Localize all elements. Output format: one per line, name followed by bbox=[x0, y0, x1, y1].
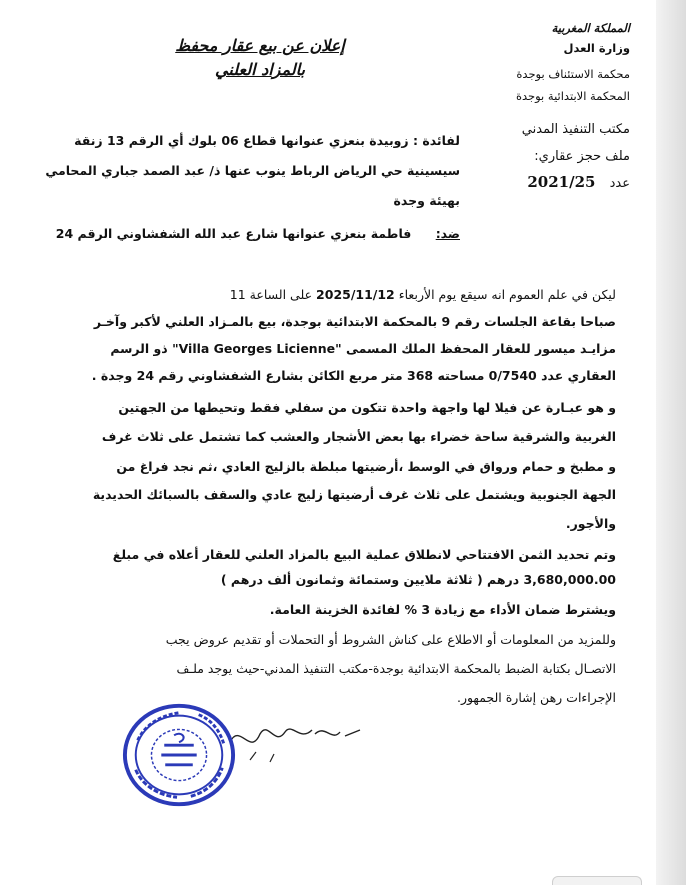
beneficiary-line-2: سيسينية حي الرياض الرباط ينوب عنها ذ/ عبد الصمد جباري المحامي bbox=[45, 163, 460, 178]
body-line-8: الجهة الجنوبية ويشتمل على ثلاث غرف أرضيتها زليج عادي والسقف بالسبائك الحديدية bbox=[92, 487, 616, 502]
beneficiary-line-3: بهيئة وجدة bbox=[393, 193, 460, 208]
header-kingdom: المملكة المغربية bbox=[551, 21, 630, 35]
body-line-14: الاتصـال بكتابة الضبط بالمحكمة الابتدائية بوجدة-مكتب التنفيذ المدني-حيث يوجد ملـف bbox=[176, 661, 616, 676]
against-label: ضد: bbox=[435, 226, 460, 241]
header-first-instance-court: المحكمة الابتدائية بوجدة bbox=[515, 89, 630, 103]
body-line-15: الإجراءات رهن إشارة الجمهور. bbox=[456, 690, 616, 705]
header-number-label: عدد bbox=[609, 176, 630, 191]
body-line-1b: على الساعة 11 bbox=[229, 287, 313, 302]
body-line-6: الغربية والشرقية ساحة خضراء بها بعض الأشجار والعشب كما تشتمل على ثلاث غرف bbox=[101, 429, 616, 444]
header-file-label: ملف حجز عقاري: bbox=[534, 149, 630, 164]
body-line-5: و هو عبـارة عن فيلا لها واجهة واحدة تتكون من سفلي فقط وتحيطها من الجهتين bbox=[118, 400, 616, 415]
official-stamp bbox=[120, 700, 238, 810]
body-line-3 bbox=[110, 337, 616, 361]
signature bbox=[220, 712, 370, 772]
body-line-3a: مزايـد ميسور للعقار المحفظ الملك المسمى bbox=[345, 341, 616, 356]
body-line-2: صباحا بقاعة الجلسات رقم 9 بالمحكمة الابتدائية بوجدة، بيع بالمـزاد العلني لأكبر وآخـر bbox=[93, 314, 616, 329]
body-line-13: وللمزيد من المعلومات أو الاطلاع على كناش الشروط أو التحملات أو تقديم عروض يجب bbox=[165, 632, 616, 647]
title-line-2: بالمزاد العلني bbox=[215, 60, 305, 79]
header-office: مكتب التنفيذ المدني bbox=[521, 122, 630, 137]
body-line-11 bbox=[221, 568, 616, 592]
against-row bbox=[56, 222, 460, 246]
header-case-number: 2021/25 bbox=[527, 173, 596, 191]
against-text: فاطمة بنعزي عنوانها شارع عبد الله الشفشاوني الرقم 24 bbox=[55, 226, 412, 241]
body-line-1a: ليكن في علم العموم انه سيقع يوم الأربعاء bbox=[398, 287, 616, 302]
header-appeal-court: محكمة الاستئناف بوجدة bbox=[516, 67, 630, 81]
beneficiary-line-1: لفائدة : زوبيدة بنعزي عنوانها قطاع 06 بلوك أي الرقم 13 زنقة bbox=[74, 133, 460, 148]
body-line-11b: درهم ( ثلاثة ملايين وستمائة وثمانون ألف درهم ) bbox=[220, 572, 520, 587]
header-case-number-row bbox=[527, 174, 630, 192]
property-name: "Villa Georges Licienne" bbox=[172, 341, 342, 356]
body-line-1 bbox=[230, 283, 616, 307]
opening-price: 3,680,000.00 bbox=[523, 572, 616, 587]
auction-date: 2025/11/12 bbox=[316, 287, 395, 302]
body-line-3b: ذو الرسم bbox=[110, 341, 168, 356]
page-edge-shade bbox=[656, 0, 686, 885]
body-line-10: وتم تحديد الثمن الافتتاحي لانطلاق عملية البيع بالمزاد العلني للعقار أعلاه في مبلغ bbox=[112, 547, 616, 562]
page-title bbox=[160, 34, 360, 82]
header-ministry: وزارة العدل bbox=[563, 41, 630, 55]
bottom-toolbar-button[interactable] bbox=[552, 876, 642, 885]
body-line-4: العقاري عدد 0/7540 مساحته 368 متر مربع الكائن بشارع الشفشاوني رقم 24 وجدة . bbox=[91, 368, 616, 383]
body-line-12: ويشترط ضمان الأداء مع زيادة 3 % لفائدة الخزينة العامة. bbox=[269, 602, 616, 617]
body-line-9: والأجور. bbox=[565, 516, 616, 531]
body-line-7: و مطبخ و حمام ورواق في الوسط ،أرضيتها مبلطة بالزليج العادي ،ثم نجد فراغ من bbox=[116, 459, 616, 474]
title-line-1: إعلان عن بيع عقار محفظ bbox=[175, 36, 345, 55]
